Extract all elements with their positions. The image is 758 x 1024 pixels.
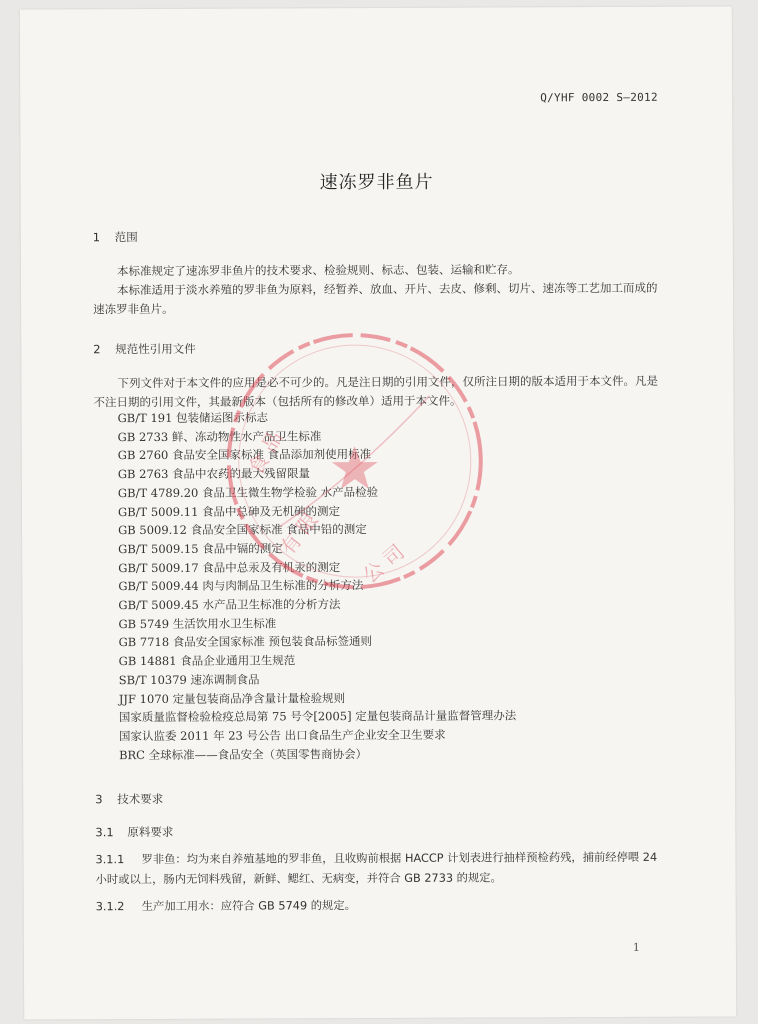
clause-text: 罗非鱼：均为来自养殖基地的罗非鱼，且收购前根据 HACCP 计划表进行抽样预检药残，捕前经停喂 24 小时或以上，肠内无饲料残留，新鲜、鳃红、无病变，并符合 GB 2733 的规定。 <box>95 850 658 887</box>
reference-item: GB 5009.12 食品安全国家标准 食品中铅的测定 <box>118 522 367 538</box>
reference-item: SB/T 10379 速冻调制食品 <box>118 672 260 687</box>
section-number: 3 <box>95 792 103 807</box>
section-1-para-1 <box>93 260 661 281</box>
clause-3-1-1 <box>95 848 661 890</box>
reference-item: GB 2760 食品安全国家标准 食品添加剂使用标准 <box>117 447 372 463</box>
clause-text: 生产加工用水：应符合 GB 5749 的规定。 <box>141 899 356 914</box>
reference-item: BRC 全球标准——食品安全（英国零售商协会） <box>119 746 368 762</box>
section-2-heading <box>93 341 196 357</box>
document-title: 速冻罗非鱼片 <box>319 171 434 194</box>
svg-text:食 品: 食 品 <box>243 426 288 479</box>
section-title: 技术要求 <box>117 791 164 807</box>
section-1-heading <box>93 229 138 245</box>
clause-number: 3.1.1 <box>95 853 125 867</box>
reference-item: GB/T 5009.11 食品中总砷及无机砷的测定 <box>117 503 341 519</box>
section-title: 范围 <box>114 230 138 245</box>
svg-text:公 司: 公 司 <box>358 539 409 588</box>
reference-item: GB 7718 食品安全国家标准 预包装食品标签通则 <box>118 634 372 650</box>
reference-item: GB 5749 生活饮用水卫生标准 <box>118 616 277 631</box>
reference-item: GB/T 5009.17 食品中总汞及有机汞的测定 <box>118 559 341 575</box>
reference-item: GB/T 4789.20 食品卫生微生物学检验 水产品检验 <box>117 484 379 500</box>
subsection-title: 原料要求 <box>127 824 174 840</box>
section-number: 2 <box>93 342 101 357</box>
reference-item: 国家认监委 2011 年 23 号公告 出口食品生产企业安全卫生要求 <box>118 727 446 744</box>
subsection-number: 3.1 <box>95 825 114 840</box>
section-2-intro <box>93 372 661 412</box>
reference-item: GB 2763 食品中农药的最大残留限量 <box>117 466 311 482</box>
paragraph-text: 本标准规定了速冻罗非鱼片的技术要求、检验规则、标志、包装、运输和贮存。 <box>116 262 520 279</box>
reference-item: JJF 1070 定量包装商品净含量计量检验规则 <box>118 690 346 706</box>
reference-item: 国家质量监督检验检疫总局第 75 号令[2005] 定量包装商品计量监督管理办法 <box>118 708 517 725</box>
document-page <box>20 6 736 1019</box>
reference-item: GB/T 191 包装储运图示标志 <box>117 410 269 426</box>
paragraph-text: 本标准适用于淡水养殖的罗非鱼为原料，经暂养、放血、开片、去皮、修剩、切片、速冻等工艺加工而成的速冻罗非鱼片。 <box>93 280 658 317</box>
reference-item: GB 2733 鲜、冻动物性水产品卫生标准 <box>117 428 322 444</box>
document-number: Q/YHF 0002 S—2012 <box>540 90 658 105</box>
paragraph-text: 下列文件对于本文件的应用是必不可少的。凡是注日期的引用文件，仅所注日期的版本适用于本文件。凡是不注日期的引用文件，其最新版本（包括所有的修改单）适用于本文件。 <box>93 373 658 410</box>
reference-item: GB/T 5009.15 食品中镉的测定 <box>118 541 283 557</box>
section-number: 1 <box>92 230 101 245</box>
section-1-para-2 <box>93 279 661 319</box>
svg-text:有 限: 有 限 <box>275 508 323 560</box>
section-title: 规范性引用文件 <box>115 341 196 357</box>
page-number: 1 <box>632 940 640 954</box>
clause-number: 3.1.2 <box>95 900 125 914</box>
subsection-3-1-heading <box>95 824 173 840</box>
reference-item: GB/T 5009.44 肉与肉制品卫生标准的分析方法 <box>118 578 364 594</box>
section-3-heading <box>95 791 163 807</box>
clause-3-1-2 <box>96 895 662 917</box>
reference-item: GB 14881 食品企业通用卫生规范 <box>118 653 296 669</box>
normative-reference-list <box>118 407 517 764</box>
reference-item: GB/T 5009.45 水产品卫生标准的分析方法 <box>118 597 341 613</box>
